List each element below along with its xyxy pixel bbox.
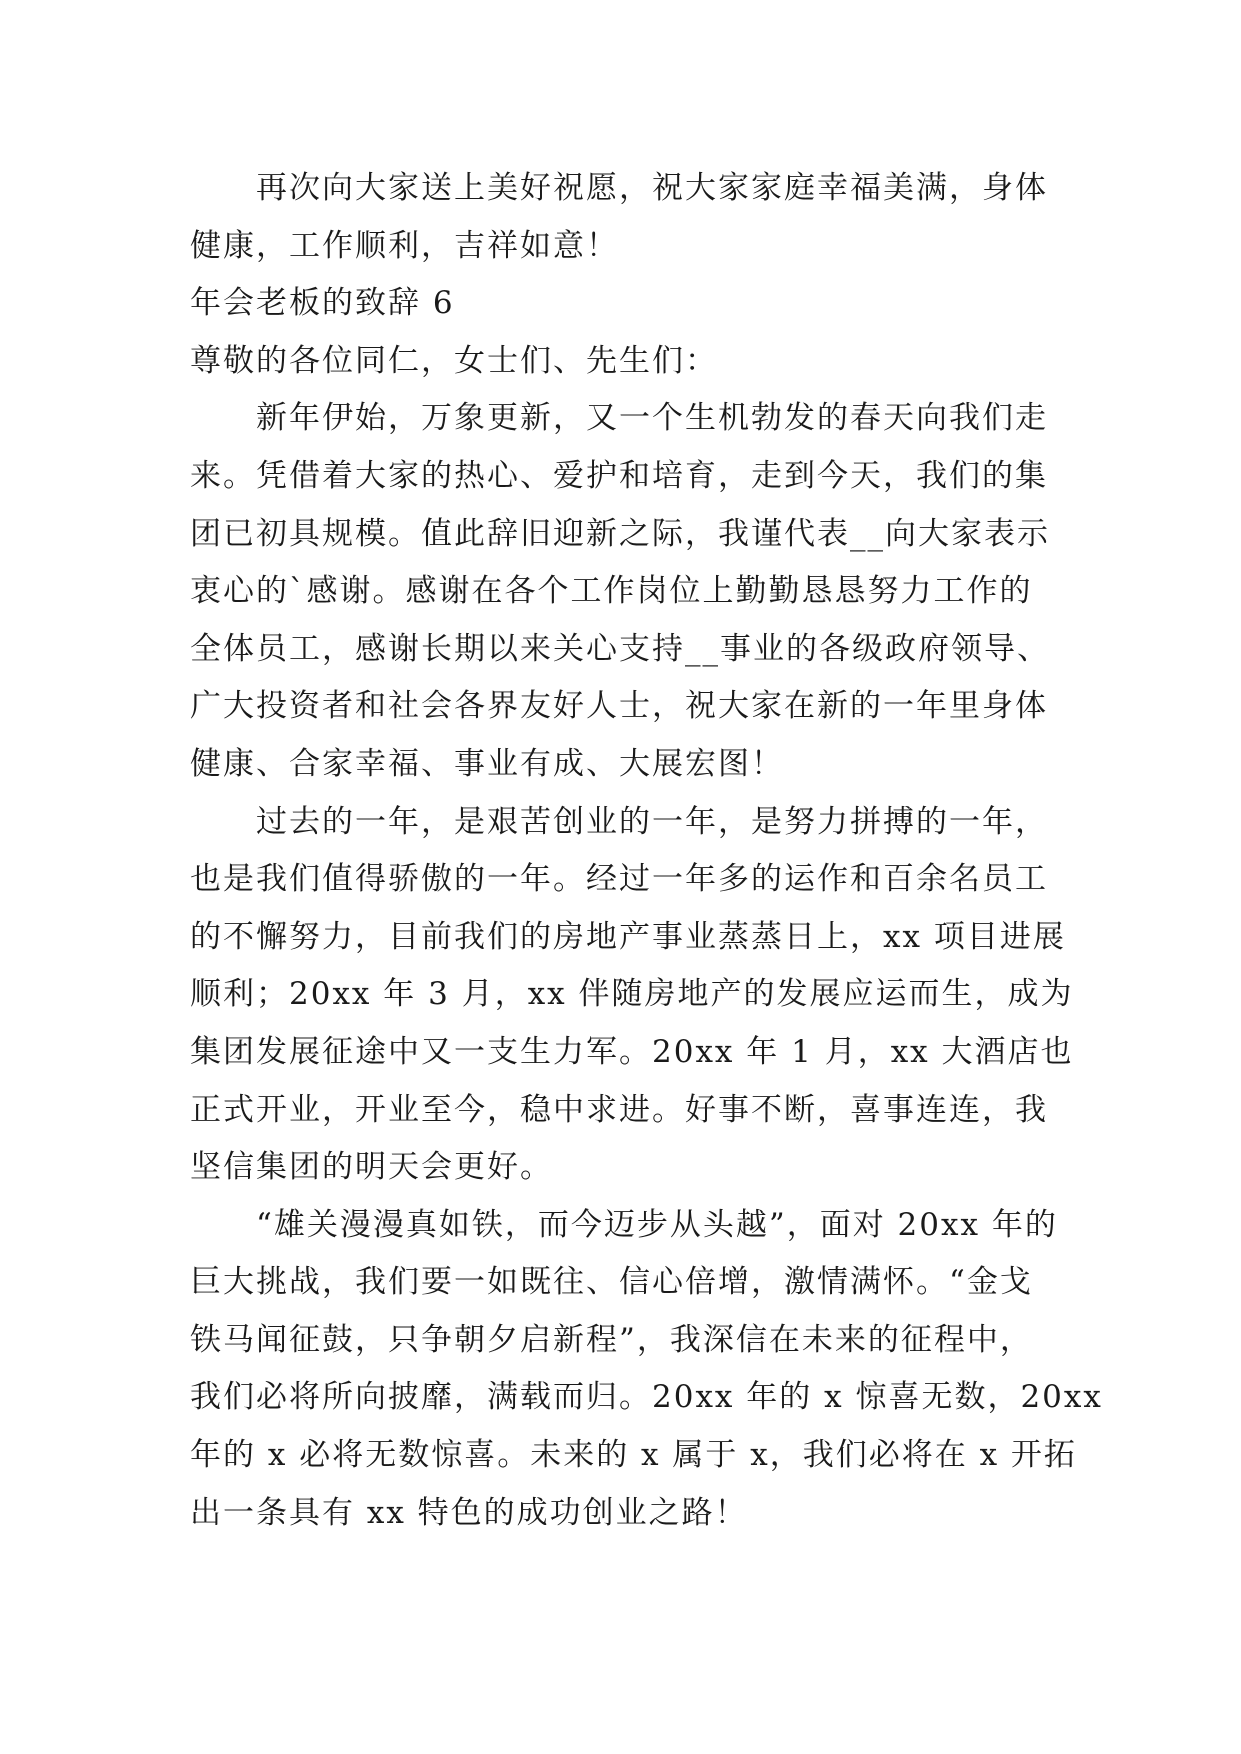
salutation: 尊敬的各位同仁，女士们、先生们： bbox=[190, 342, 718, 379]
text-line: 衷心的`感谢。感谢在各个工作岗位上勤勤恳恳努力工作的 bbox=[190, 573, 1033, 610]
text-line: 坚信集团的明天会更好。 bbox=[190, 1149, 553, 1186]
text-line: 集团发展征途中又一支生力军。20xx 年 1 月，xx 大酒店也 bbox=[190, 1033, 1074, 1070]
text-line: 我们必将所向披靡，满载而归。20xx 年的 x 惊喜无数，20xx bbox=[190, 1379, 1103, 1416]
text-line: 再次向大家送上美好祝愿，祝大家家庭幸福美满，身体 bbox=[256, 170, 1048, 206]
text-line: 铁马闻征鼓，只争朝夕启新程”，我深信在未来的征程中， bbox=[190, 1321, 1033, 1358]
body-text bbox=[190, 160, 1103, 1542]
text-line: 新年伊始，万象更新，又一个生机勃发的春天向我们走 bbox=[256, 400, 1048, 437]
text-line: 过去的一年，是艰苦创业的一年，是努力拼搏的一年， bbox=[256, 803, 1048, 840]
text-line: 健康，工作顺利，吉祥如意！ bbox=[190, 227, 619, 264]
text-line: 出一条具有 xx 特色的成功创业之路！ bbox=[190, 1494, 748, 1531]
text-line: 的不懈努力，目前我们的房地产事业蒸蒸日上，xx 项目进展 bbox=[190, 918, 1066, 955]
text-line: 也是我们值得骄傲的一年。经过一年多的运作和百余名员工 bbox=[190, 861, 1048, 898]
section-heading: 年会老板的致辞 6 bbox=[190, 285, 455, 322]
text-line: 全体员工，感谢长期以来关心支持__事业的各级政府领导、 bbox=[190, 630, 1050, 667]
text-line: “雄关漫漫真如铁，而今迈步从头越”，面对 20xx 年的 bbox=[256, 1206, 1058, 1243]
text-line: 健康、合家幸福、事业有成、大展宏图！ bbox=[190, 745, 784, 782]
text-line: 团已初具规模。值此辞旧迎新之际，我谨代表__向大家表示 bbox=[190, 515, 1050, 552]
text-line: 顺利；20xx 年 3 月，xx 伴随房地产的发展应运而生，成为 bbox=[190, 976, 1074, 1013]
text-line: 来。凭借着大家的热心、爱护和培育，走到今天，我们的集 bbox=[190, 457, 1048, 494]
text-line: 广大投资者和社会各界友好人士，祝大家在新的一年里身体 bbox=[190, 688, 1048, 725]
text-line: 正式开业，开业至今，稳中求进。好事不断，喜事连连，我 bbox=[190, 1091, 1048, 1128]
text-line: 巨大挑战，我们要一如既往、信心倍增，激情满怀。“金戈 bbox=[190, 1264, 1033, 1301]
text-line: 年的 x 必将无数惊喜。未来的 x 属于 x，我们必将在 x 开拓 bbox=[190, 1437, 1077, 1474]
